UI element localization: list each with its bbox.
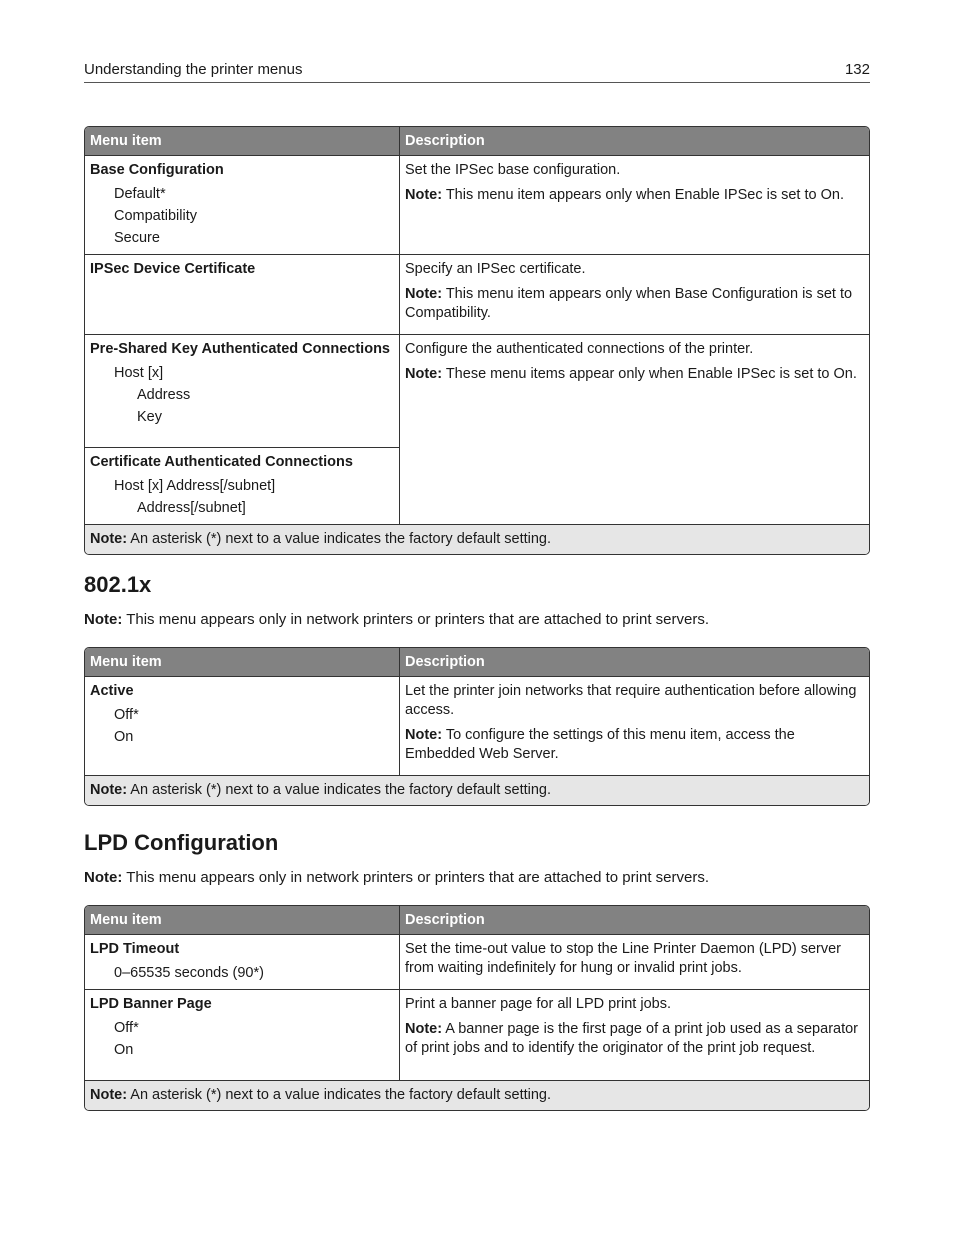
table-row: [85, 990, 869, 1081]
menu-option: Off*: [114, 707, 139, 723]
ipsec-table-section: [84, 126, 870, 555]
description-text: Print a banner page for all LPD print jobs.: [405, 996, 671, 1012]
menu-item-cell: [85, 448, 399, 525]
description-note: [405, 365, 864, 384]
description-cell: [399, 677, 869, 776]
menu-item-cell: [85, 990, 399, 1081]
menu-item-cell: [85, 677, 399, 776]
column-header-description: Description: [399, 648, 869, 677]
table-footer-note: [85, 1081, 869, 1110]
menu-item-cell: [85, 935, 399, 990]
ipsec-menu-table: [84, 126, 870, 555]
table-row: [85, 255, 869, 335]
note-label: Note:: [405, 727, 443, 743]
menu-suboption: Key: [137, 409, 162, 425]
description-note: [405, 1020, 864, 1058]
menu-item-name: Pre-Shared Key Authenticated Connections: [90, 341, 390, 357]
menu-item-name: LPD Timeout: [90, 941, 180, 957]
table-footer-row: [85, 525, 869, 554]
note-label: Note:: [405, 286, 443, 302]
column-header-description: Description: [399, 906, 869, 935]
menu-suboption: Address: [137, 387, 191, 403]
description-cell: [399, 255, 869, 335]
note-text: This menu appears only in network printers or printers that are attached to print servers.: [122, 611, 709, 628]
table-footer-row: [85, 776, 869, 805]
note-label: Note:: [84, 611, 123, 628]
column-header-menu-item: Menu item: [85, 906, 399, 935]
menu-option: Compatibility: [114, 208, 197, 224]
section-note: [84, 610, 870, 630]
description-cell: [399, 156, 869, 255]
section-note: [84, 868, 870, 888]
note-label: Note:: [90, 782, 128, 798]
8021x-menu-table: [84, 647, 870, 806]
table-header-row: [85, 127, 869, 156]
table-footer-note: [85, 525, 869, 554]
note-label: Note:: [405, 187, 443, 203]
description-cell: [399, 990, 869, 1081]
table-footer-note: [85, 776, 869, 805]
section-heading: 802.1x: [84, 572, 152, 597]
table-row: [85, 935, 869, 990]
menu-option: Host [x]: [114, 365, 164, 381]
table-row: [85, 156, 869, 255]
note-label: Note:: [405, 366, 443, 382]
page-number: 132: [844, 61, 870, 78]
menu-item-name: IPSec Device Certificate: [90, 261, 256, 277]
note-label: Note:: [84, 869, 123, 886]
table-row: [85, 677, 869, 776]
section-heading: LPD Configuration: [84, 830, 279, 855]
menu-item-name: Certificate Authenticated Connections: [90, 454, 353, 470]
menu-item-name: Active: [90, 683, 134, 699]
table-row: [85, 335, 869, 448]
menu-option: Secure: [114, 230, 160, 246]
note-text: To configure the settings of this menu item, access the Embedded Web Server.: [405, 727, 795, 762]
menu-item-cell: [85, 156, 399, 255]
lpd-table-section: [84, 905, 870, 1111]
description-cell: [399, 935, 869, 990]
column-header-menu-item: Menu item: [85, 127, 399, 156]
menu-option: On: [114, 1042, 134, 1058]
table-header-row: [85, 648, 869, 677]
menu-option: Host [x] Address[/subnet]: [114, 478, 276, 494]
description-note: [405, 186, 864, 205]
footer-text: An asterisk (*) next to a value indicates the factory default setting.: [127, 782, 552, 798]
note-text: This menu item appears only when Base Configuration is set to Compatibility.: [405, 286, 853, 321]
note-label: Note:: [90, 531, 128, 547]
description-text: Set the time-out value to stop the Line Printer Daemon (LPD) server from waiting indefinitely for hung or invalid print jobs.: [405, 941, 842, 976]
running-header: [84, 60, 870, 83]
menu-item-cell: [85, 255, 399, 335]
note-text: These menu items appear only when Enable IPSec is set to On.: [442, 366, 857, 382]
8021x-table-section: [84, 647, 870, 806]
note-label: Note:: [90, 1087, 128, 1103]
description-text: Set the IPSec base configuration.: [405, 162, 621, 178]
note-text: This menu item appears only when Enable IPSec is set to On.: [442, 187, 844, 203]
table-footer-row: [85, 1081, 869, 1110]
menu-item-name: LPD Banner Page: [90, 996, 212, 1012]
description-text: Configure the authenticated connections of the printer.: [405, 341, 754, 357]
menu-option: Off*: [114, 1020, 139, 1036]
column-header-description: Description: [399, 127, 869, 156]
note-label: Note:: [405, 1021, 443, 1037]
section-lpd-configuration: [84, 829, 870, 888]
table-header-row: [85, 906, 869, 935]
note-text: A banner page is the first page of a print job used as a separator of print jobs and to identify the originator of the print job request.: [405, 1021, 859, 1056]
menu-option: Default*: [114, 186, 166, 202]
menu-item-cell: [85, 335, 399, 448]
note-text: This menu appears only in network printers or printers that are attached to print servers.: [122, 869, 709, 886]
menu-option: 0–65535 seconds (90*): [114, 965, 264, 981]
description-text: Let the printer join networks that require authentication before allowing access.: [405, 683, 857, 718]
running-header-title: Understanding the printer menus: [84, 61, 303, 78]
lpd-menu-table: [84, 905, 870, 1111]
menu-suboption: Address[/subnet]: [137, 500, 246, 516]
menu-item-name: Base Configuration: [90, 162, 224, 178]
footer-text: An asterisk (*) next to a value indicates the factory default setting.: [127, 1087, 552, 1103]
footer-text: An asterisk (*) next to a value indicates the factory default setting.: [127, 531, 552, 547]
section-8021x: [84, 571, 870, 630]
description-note: [405, 726, 864, 764]
description-cell: [399, 335, 869, 525]
column-header-menu-item: Menu item: [85, 648, 399, 677]
description-note: [405, 285, 864, 323]
menu-option: On: [114, 729, 134, 745]
description-text: Specify an IPSec certificate.: [405, 261, 586, 277]
